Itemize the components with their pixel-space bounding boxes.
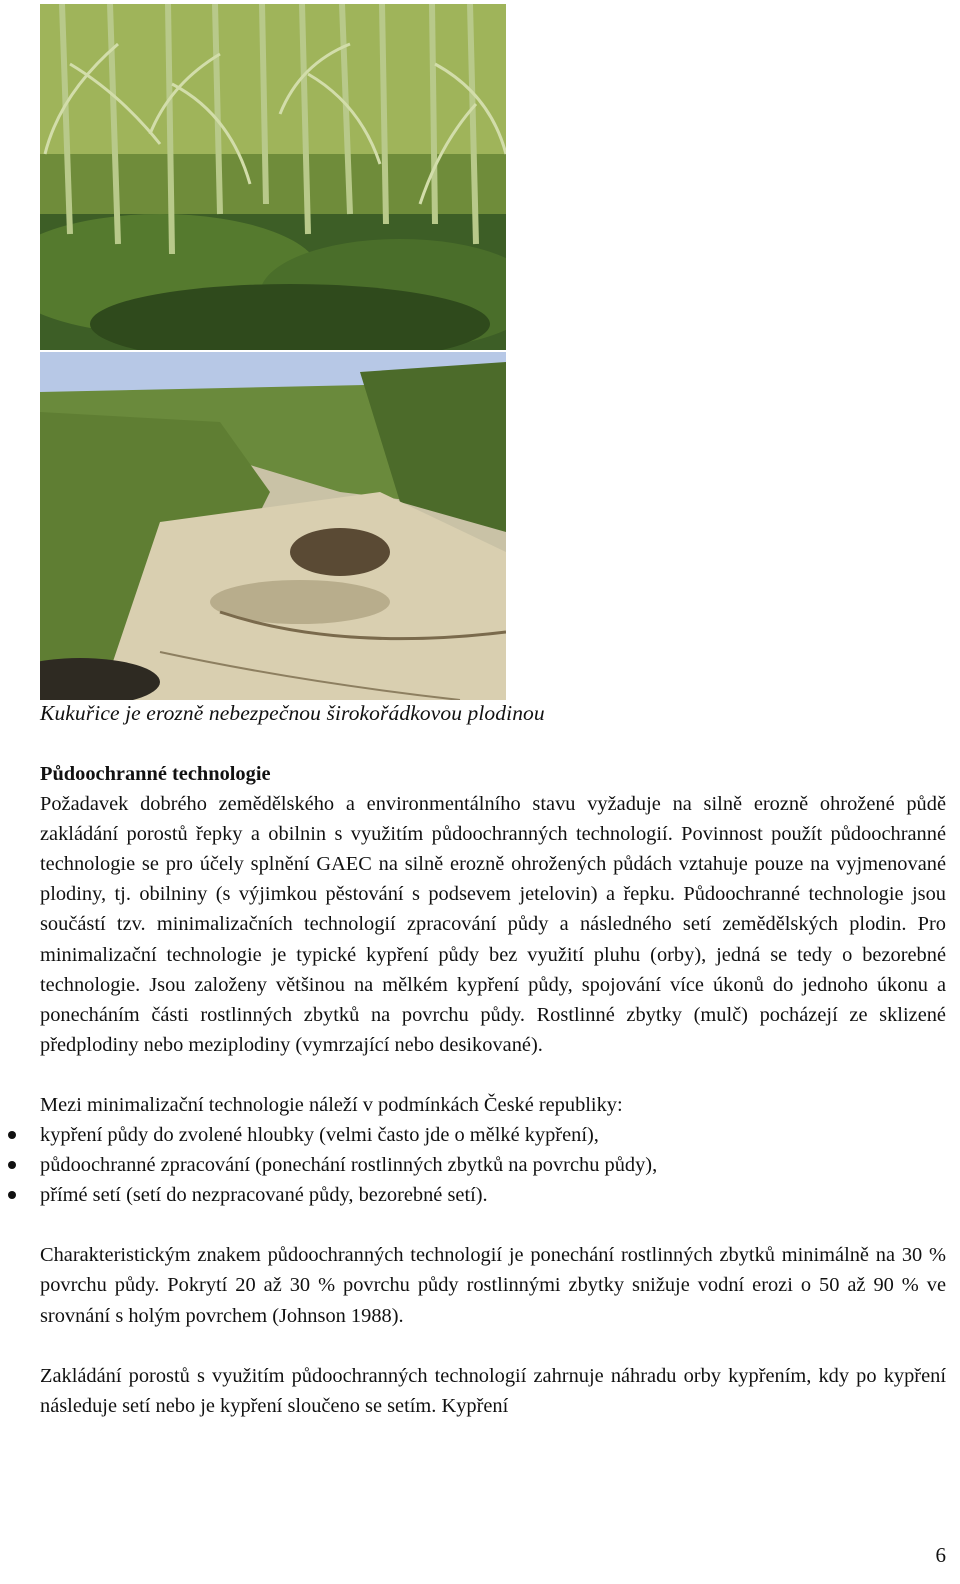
section-heading: Půdoochranné technologie [40, 763, 271, 785]
list-item: půdoochranné zpracování (ponechání rostlinných zbytků na povrchu půdy), [40, 1150, 946, 1180]
bullet-icon [8, 1191, 16, 1199]
paragraph-residues: Charakteristickým znakem půdoochranných technologií je ponechání rostlinných zbytků minimálně na 30 % povrchu půdy. Pokrytí 20 až 30 % povrchu půdy rostlinnými zbytky snižuje vodní erozi o 50 až 90 % ve srovnání s holým povrchem (Johnson 1988). [40, 1244, 946, 1327]
paragraph-establishment: Zakládání porostů s využitím půdoochranných technologií zahrnuje náhradu orby kypřením, kdy po kypření následuje setí nebo je kypření sloučeno se setím. Kypření [40, 1364, 946, 1417]
bullet-icon [8, 1161, 16, 1169]
photo-corn-field [40, 4, 506, 350]
list-item: přímé setí (setí do nezpracované půdy, bezorebné setí). [40, 1180, 946, 1210]
document-body [40, 759, 946, 1421]
paragraph-requirements: Požadavek dobrého zemědělského a environmentálního stavu vyžaduje na silně erozně ohrožené půdě zakládání porostů řepky a obilnin s využitím půdoochranných technologií. Povinnost použít půdoochranné technologie se pro účely splnění GAEC na silně erozně ohrožených půdách vztahuje pouze na vyjmenované plodiny, tj. obilniny (s výjimkou pěstování s podsevem jetelovin) a řepku. Půdoochranné technologie jsou součástí tzv. minimalizačních technologií zpracování půdy a následného setí zemědělských plodin. Pro minimalizační technologie je typické kypření půdy bez využití pluhu (orby), jedná se tedy o bezorebné technologie. Jsou založeny většinou na mělkém kypření půdy, spojování více úkonů do jednoho úkonu a ponecháním části rostlinných zbytků na povrchu půdy. Rostlinné zbytky (mulč) pocházejí ze sklizené předplodiny nebo meziplodiny (vymrzající nebo desikované). [40, 793, 946, 1056]
technology-list [40, 1120, 946, 1210]
photo-caption: Kukuřice je erozně nebezpečnou širokořádkovou plodinou [40, 701, 545, 725]
photo-soil-erosion [40, 352, 506, 700]
list-intro: Mezi minimalizační technologie náleží v podmínkách České republiky: [40, 1093, 623, 1116]
page-number: 6 [935, 1543, 946, 1567]
bullet-icon [8, 1131, 16, 1139]
list-item: kypření půdy do zvolené hloubky (velmi často jde o mělké kypření), [40, 1120, 946, 1150]
